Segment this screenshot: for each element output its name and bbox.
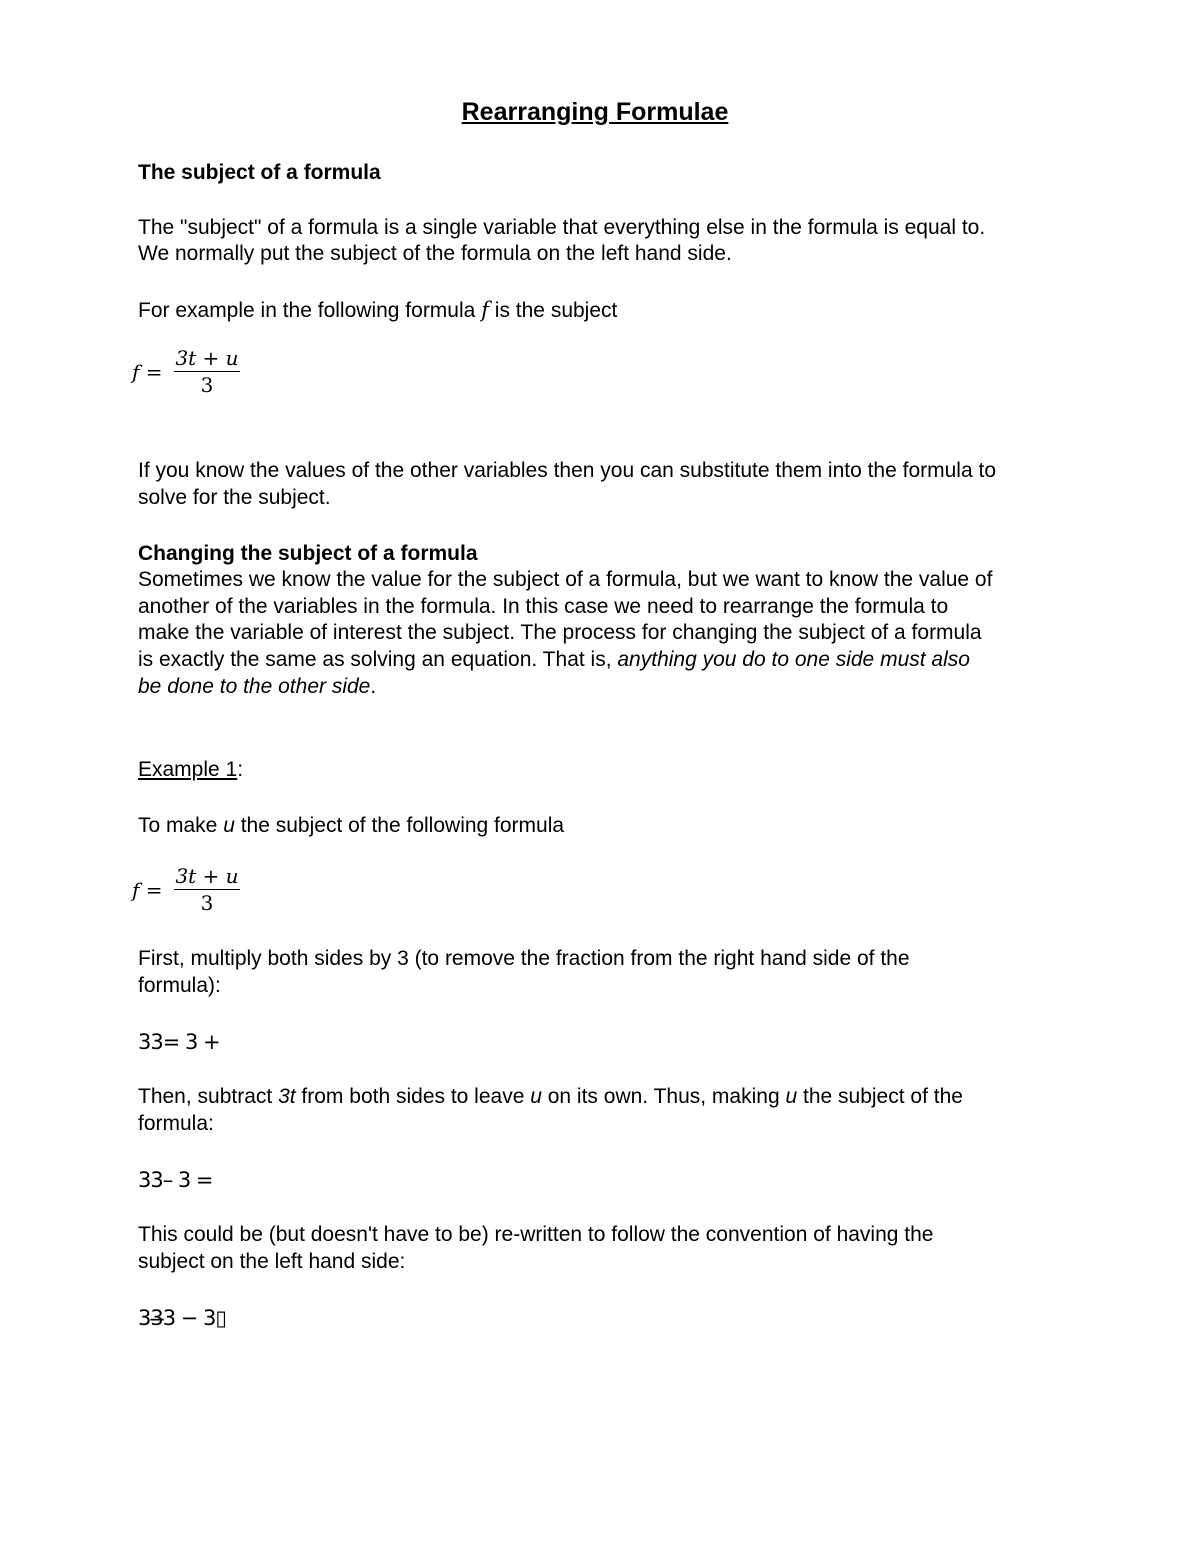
paragraph-line: solve for the subject. <box>138 486 331 509</box>
text-run: For example in the following formula <box>138 299 482 322</box>
math-variable: u <box>223 814 235 837</box>
paragraph-line <box>138 647 970 673</box>
paragraph-line: Then, subtract 3t from both sides to leave u on its own. Thus, making u the subject of the <box>138 1085 963 1108</box>
paragraph-line: This could be (but doesn't have to be) re-written to follow the convention of having the <box>138 1223 934 1246</box>
paragraph-line: First, multiply both sides by 3 (to remove the fraction from the right hand side of the <box>138 947 910 970</box>
text-run: the subject of the following formula <box>234 814 565 837</box>
paragraph-line: The "subject" of a formula is a single variable that everything else in the formula is equal to. <box>138 216 986 239</box>
text-run: is the subject <box>488 299 618 322</box>
example-intro-line <box>138 297 617 324</box>
example-label-text: Example 1 <box>138 758 238 781</box>
formula-numerator: 3t + u <box>175 346 239 370</box>
math-variable: u <box>530 1085 542 1108</box>
paragraph-line: formula): <box>138 974 221 997</box>
paragraph-line: If you know the values of the other variables then you can substitute them into the formula to <box>138 459 996 482</box>
formula-numerator: 3t + u <box>175 864 239 888</box>
emphasis-text: be done to the other side <box>138 675 371 698</box>
example-intro-line <box>138 813 564 839</box>
formula-fraction <box>174 863 240 916</box>
math-variable: f <box>481 298 489 322</box>
formula-lhs: f = <box>132 878 163 902</box>
text-run: is exactly the same as solving an equation. That is, <box>138 648 618 671</box>
section-heading-subject: The subject of a formula <box>138 161 381 184</box>
paragraph-line: another of the variables in the formula. In this case we need to rearrange the formula to <box>138 595 949 618</box>
formula-fraction <box>174 345 240 398</box>
equation-line: 33– 3 = <box>138 1168 213 1192</box>
equation-line: 33̶3 − 3▯ <box>138 1306 226 1330</box>
text-run: To make <box>138 814 224 837</box>
paragraph-line: formula: <box>138 1112 214 1135</box>
paragraph-line <box>138 674 376 700</box>
math-variable: u <box>785 1085 798 1108</box>
section-heading-changing: Changing the subject of a formula <box>138 542 478 565</box>
paragraph-line: We normally put the subject of the formula on the left hand side. <box>138 242 732 265</box>
example-label: Example 1: <box>138 758 244 781</box>
paragraph-line: subject on the left hand side: <box>138 1250 406 1273</box>
formula-lhs: f = <box>132 360 163 384</box>
paragraph-line: make the variable of interest the subject. The process for changing the subject of a formula <box>138 621 982 644</box>
formula-denominator: 3 <box>200 373 214 397</box>
formula-denominator: 3 <box>200 891 214 915</box>
math-variable: 3t <box>278 1085 296 1108</box>
paragraph-line: Sometimes we know the value for the subject of a formula, but we want to know the value of <box>138 568 993 591</box>
emphasis-text: anything you do to one side must also <box>617 648 970 671</box>
document-title: Rearranging Formulae <box>461 98 729 126</box>
equation-line: 33= 3 + <box>138 1030 220 1054</box>
text-run: . <box>370 675 377 698</box>
